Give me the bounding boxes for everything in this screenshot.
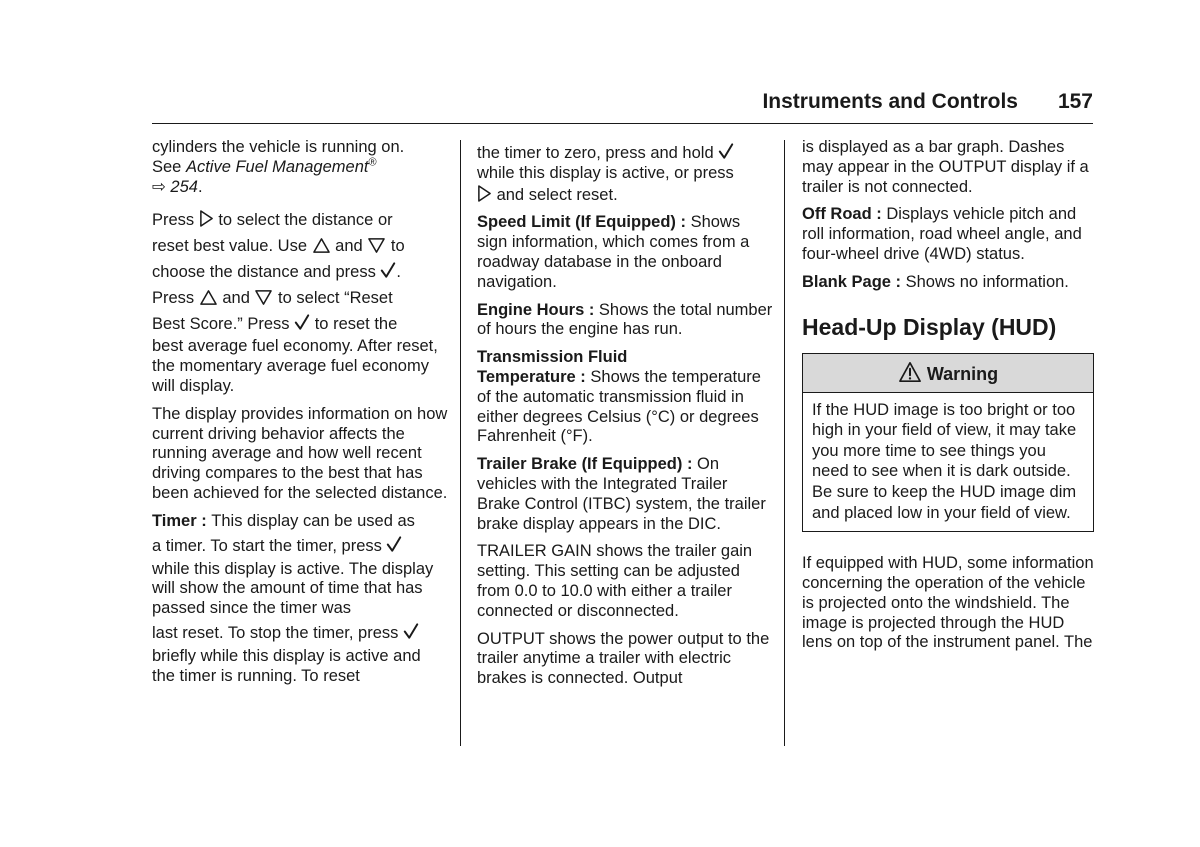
- term-label: Off Road :: [802, 205, 887, 224]
- column-left: [152, 138, 448, 695]
- paragraph: Engine Hours : Shows the total number of hours the engine has run.: [477, 300, 773, 339]
- paragraph: cylinders the vehicle is running on. See Active Fuel Management® ⇨ 254.: [152, 138, 405, 196]
- checkmark-icon: [380, 261, 396, 280]
- column-divider: [460, 140, 461, 746]
- triangle-right-icon: [199, 209, 214, 228]
- paragraph: TRAILER GAIN shows the trailer gain setting. This setting can be adjusted from 0.0 to 10.0 with either a trailer connected or disconnected.: [477, 542, 753, 620]
- column-right: [802, 138, 1094, 661]
- term-label: Transmission Fluid: [477, 348, 628, 367]
- paragraph: Off Road : Displays vehicle pitch and roll information, road wheel angle, and four-wheel drive (4WD) status.: [802, 205, 1082, 263]
- term-label: Timer :: [152, 511, 212, 530]
- column-divider: [784, 140, 785, 746]
- warning-title: Warning: [926, 363, 999, 384]
- checkmark-icon: [403, 622, 419, 641]
- page-number: 157: [1057, 90, 1093, 113]
- paragraph: Blank Page : Shows no information.: [802, 272, 1069, 291]
- warning-icon: [898, 361, 922, 383]
- timer-paragraph: Timer : This display can be used as a timer. To start the timer, press while this display is active. The display will show the amount of time that has passed since the timer was last reset. To stop the timer, press briefly while this display is active and the timer is running. To reset: [152, 511, 434, 685]
- section-heading: Head-Up Display (HUD): [802, 313, 1057, 340]
- checkmark-icon: [718, 142, 734, 161]
- triangle-down-icon: [367, 237, 386, 254]
- warning-text: If the HUD image is too bright or too high in your field of view, it may take you more time to see things you need to see when it is dark outside. Be sure to keep the HUD image dim and placed low in your field of view.: [812, 400, 1077, 522]
- column-middle: [477, 142, 773, 697]
- cross-reference-link[interactable]: Active Fuel Management: [185, 157, 369, 176]
- term-label: Engine Hours :: [477, 300, 599, 319]
- paragraph: best average fuel economy. After reset, the momentary average fuel economy will display.: [152, 337, 438, 395]
- header-rule: [152, 123, 1093, 124]
- paragraph: Speed Limit (If Equipped) : Shows sign information, which comes from a roadway database in the onboard navigation.: [477, 213, 750, 291]
- term-label: Blank Page :: [802, 272, 906, 291]
- checkmark-icon: [294, 313, 310, 332]
- triangle-down-icon: [254, 289, 273, 306]
- paragraph: Transmission Fluid Temperature : Shows the temperature of the automatic transmission fluid in either degrees Celsius (°C) or degrees Fahrenheit (°F).: [477, 348, 761, 446]
- paragraph: Press to select the distance or reset best value. Use and to choose the distance and press . Press and to select “Reset Best Score.” Press to reset the: [152, 211, 405, 334]
- paragraph: Trailer Brake (If Equipped) : On vehicles with the Integrated Trailer Brake Control (ITBC) system, the trailer brake display appears in the DIC.: [477, 455, 766, 533]
- warning-header: [803, 354, 1093, 393]
- paragraph: is displayed as a bar graph. Dashes may appear in the OUTPUT display if a trailer is not connected.: [802, 138, 1089, 196]
- triangle-up-icon: [312, 237, 331, 254]
- checkmark-icon: [386, 535, 402, 554]
- triangle-up-icon: [199, 289, 218, 306]
- section-title: Instruments and Controls: [762, 90, 1018, 113]
- paragraph: If equipped with HUD, some information concerning the operation of the vehicle is projected onto the windshield. The image is projected through the HUD lens on top of the instrument panel. The: [802, 554, 1094, 652]
- term-label: Temperature :: [477, 367, 591, 386]
- term-label: Trailer Brake (If Equipped) :: [477, 455, 698, 474]
- paragraph: The display provides information on how current driving behavior affects the running average and how well recent driving compares to the best that has been achieved for the selected distance.: [152, 404, 448, 502]
- triangle-right-icon: [477, 184, 492, 203]
- term-label: Speed Limit (If Equipped) :: [477, 213, 691, 232]
- paragraph: OUTPUT shows the power output to the trailer anytime a trailer with electric brakes is connected. Output: [477, 629, 770, 688]
- page-arrow-icon: ⇨: [152, 177, 166, 196]
- warning-box: [802, 353, 1094, 533]
- paragraph: the timer to zero, press and hold while this display is active, or press and select reset.: [477, 144, 734, 204]
- page-reference[interactable]: 254: [165, 177, 198, 196]
